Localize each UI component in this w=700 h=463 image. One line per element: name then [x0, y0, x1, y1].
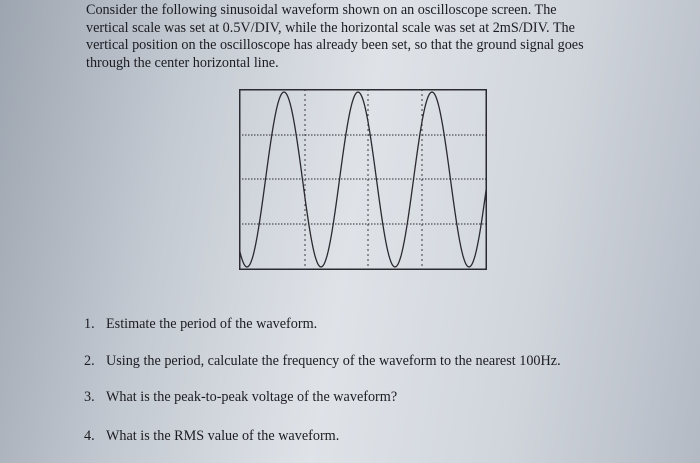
question-1-text: Estimate the period of the waveform.	[106, 316, 318, 332]
grid-lines	[239, 89, 487, 270]
oscilloscope-screen	[239, 89, 487, 270]
question-1	[84, 316, 317, 333]
question-3	[84, 389, 397, 406]
question-1-number: 1.	[84, 316, 95, 332]
question-2-text: Using the period, calculate the frequency of the waveform to the nearest 100Hz.	[106, 353, 561, 369]
intro-line-3: vertical position on the oscilloscope has already been set, so that the ground signal goes	[86, 37, 584, 53]
question-3-number: 3.	[84, 389, 95, 405]
question-4	[84, 428, 339, 445]
question-4-number: 4.	[84, 428, 95, 444]
intro-line-4: through the center horizontal line.	[86, 54, 279, 71]
intro-line-1: Consider the following sinusoidal waveform shown on an oscilloscope screen. The	[86, 2, 557, 18]
question-2	[84, 353, 561, 370]
question-3-text: What is the peak-to-peak voltage of the waveform?	[106, 389, 398, 405]
problem-statement	[86, 2, 626, 72]
intro-line-2: vertical scale was set at 0.5V/DIV, while the horizontal scale was set at 2mS/DIV. The	[86, 19, 575, 36]
question-2-number: 2.	[84, 353, 95, 369]
question-4-text: What is the RMS value of the waveform.	[106, 428, 340, 444]
